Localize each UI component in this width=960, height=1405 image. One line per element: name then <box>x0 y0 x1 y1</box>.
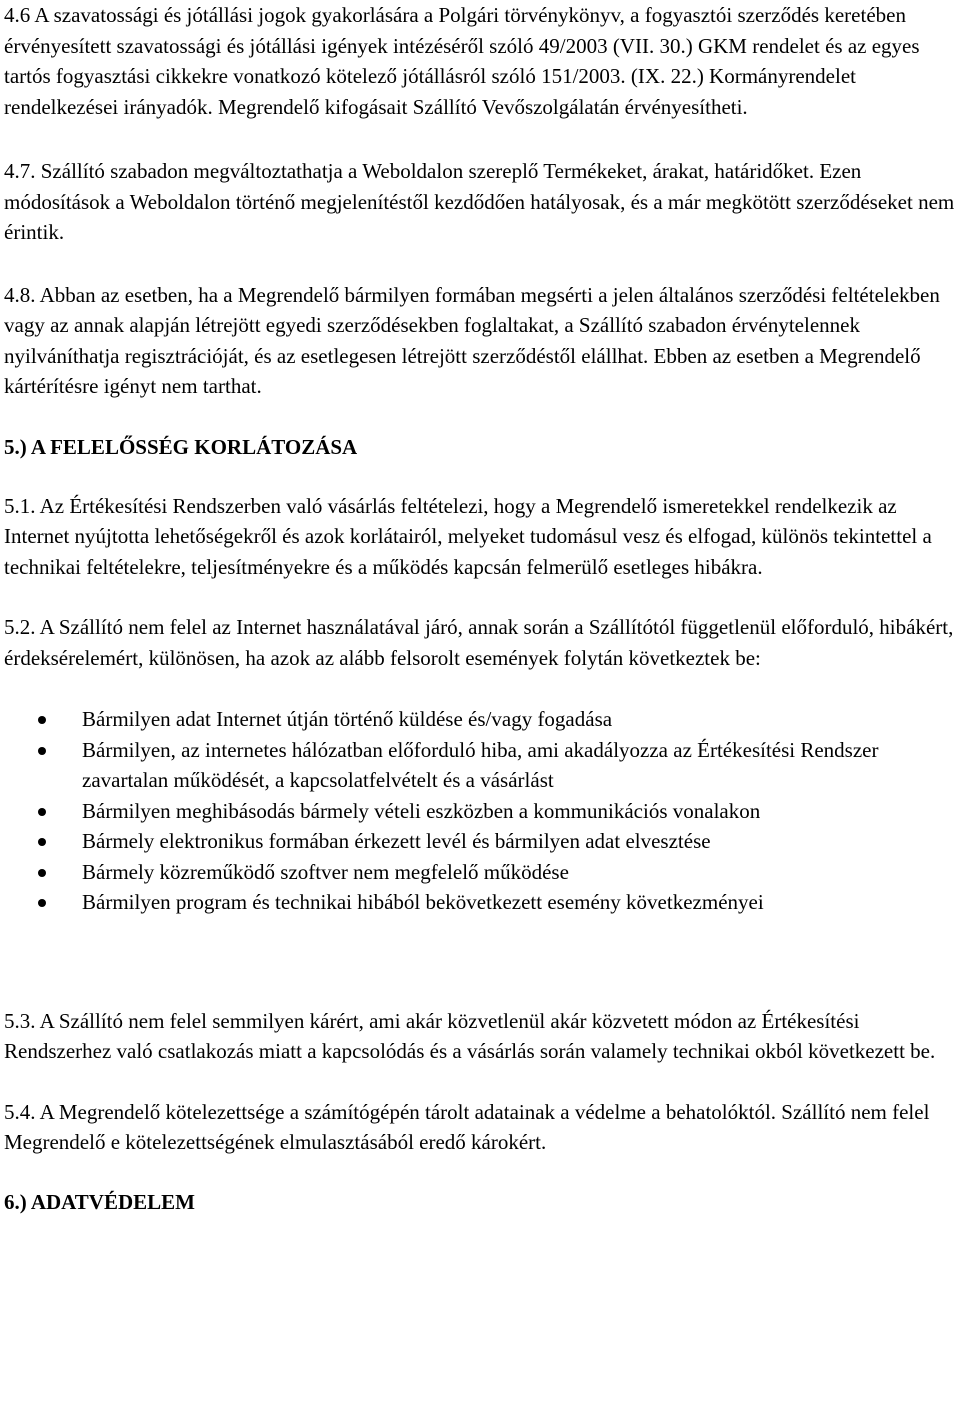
list-item <box>4 857 956 888</box>
paragraph-4-7: 4.7. Szállító szabadon megváltoztathatja a Weboldalon szereplő Termékeket, árakat, határidőket. Ezen módosítások a Weboldalon történő megjelenítéstől kezdődően hatályosak, és a már megkötött szerződéseket nem érintik. <box>4 159 955 244</box>
bullet-dot-icon <box>38 838 46 846</box>
bullet-dot-icon <box>38 869 46 877</box>
paragraph-5-4: 5.4. A Megrendelő kötelezettsége a számítógépén tárolt adatainak a védelme a behatolóktól. Szállító nem felel Megrendelő e kötelezettségének elmulasztásából eredő károkért. <box>4 1099 930 1154</box>
list-item <box>4 887 956 918</box>
list-item-text: Bármilyen adat Internet útján történő küldése és/vagy fogadása <box>82 707 613 731</box>
paragraph-5-3: 5.3. A Szállító nem felel semmilyen kárért, ami akár közvetlenül akár közvetett módon az Értékesítési Rendszerhez való csatlakozás miatt a kapcsolódás és a vásárlás során valamely technikai okból következett be. <box>4 1008 936 1063</box>
list-item-text: Bármilyen program és technikai hibából bekövetkezett esemény következményei <box>82 890 764 914</box>
list-item <box>4 826 956 857</box>
event-bullet-list <box>4 704 956 918</box>
document-page <box>4 0 956 1217</box>
bullet-dot-icon <box>38 808 46 816</box>
bullet-dot-icon <box>38 747 46 755</box>
list-item <box>4 704 956 735</box>
section-5-heading: 5.) A FELELŐSSÉG KORLÁTOZÁSA <box>4 434 358 459</box>
bullet-dot-icon <box>38 899 46 907</box>
bullet-dot-icon <box>38 716 46 724</box>
paragraph-5-1: 5.1. Az Értékesítési Rendszerben való vásárlás feltételezi, hogy a Megrendelő ismeretekkel rendelkezik az Internet nyújtotta lehetőségekről és azok korlátairól, melyeket tudomásul vesz és elfogad, különös tekintettel a technikai feltételekre, teljesítményekre és a működés kapcsán felmerülő esetleges hibákra. <box>4 493 932 579</box>
list-item-text: Bármilyen meghibásodás bármely vételi eszközben a kommunikációs vonalakon <box>82 798 761 823</box>
paragraph-4-8: 4.8. Abban az esetben, ha a Megrendelő bármilyen formában megsérti a jelen általános szerződési feltételekben vagy az annak alapján létrejött egyedi szerződésekben foglaltakat, a Szállító szabadon érvénytelennek nyilváníthatja regisztrációját, és az esetlegesen létrejött szerződéstől elállhat. Ebben az esetben a Megrendelő kártérítésre igényt nem tarthat. <box>4 282 940 398</box>
list-item-text: Bármely közreműködő szoftver nem megfelelő működése <box>82 859 569 884</box>
paragraph-4-6: 4.6 A szavatossági és jótállási jogok gyakorlására a Polgári törvénykönyv, a fogyasztói szerződés keretében érvényesített szavatossági és jótállási igények intézéséről szóló 49/2003 (VII. 30.) GKM rendelet és az egyes tartós fogyasztási cikkekre vonatkozó kötelező jótállásról szóló 151/2003. (IX. 22.) Kormányrendelet rendelkezései irányadók. Megrendelő kifogásait Szállító Vevőszolgálatán érvényesítheti. <box>4 3 920 119</box>
list-item-text: Bármilyen, az internetes hálózatban előforduló hiba, ami akadályozza az Értékesítési Rendszer zavartalan működését, a kapcsolatfelvételt és a vásárlást <box>82 737 879 792</box>
paragraph-5-2: 5.2. A Szállító nem felel az Internet használatával járó, annak során a Szállítótól függetlenül előforduló, hibákért, érdeksérelemért, különösen, ha azok az alább felsorolt események folytán következtek be: <box>4 615 954 670</box>
section-6-heading: 6.) ADATVÉDELEM <box>4 1189 195 1214</box>
list-item <box>4 796 956 827</box>
list-item <box>4 735 956 796</box>
list-item-text: Bármely elektronikus formában érkezett levél és bármilyen adat elvesztése <box>82 829 711 853</box>
